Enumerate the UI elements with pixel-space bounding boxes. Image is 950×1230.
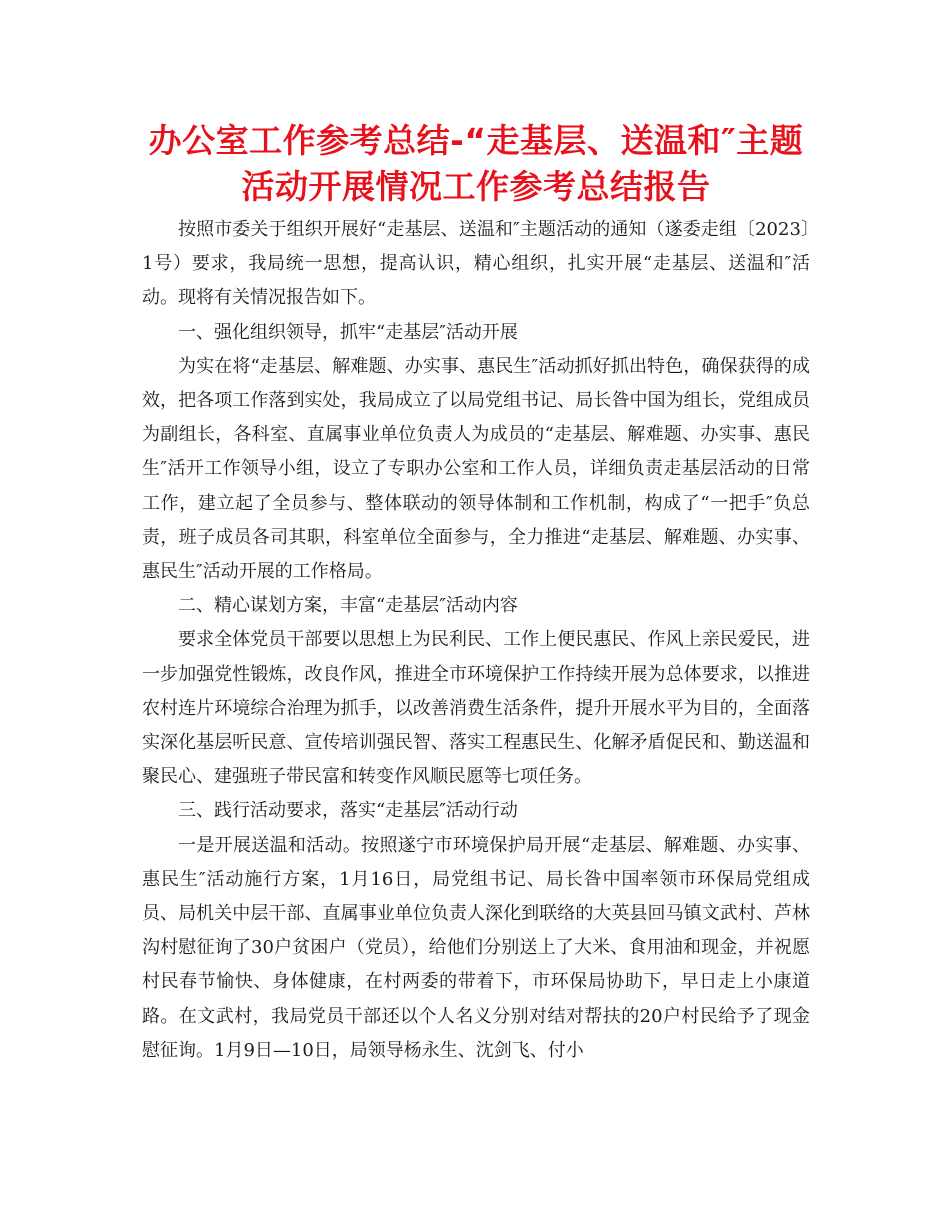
section-heading-2: 二、精心谋划方案，丰富“走基层″活动内容	[178, 595, 518, 617]
intro-paragraph: 按照市委关于组织开展好“走基层、送温和″主题活动的通知（遂委走组〔2023〕1号）要求，我局统一思想，提高认识，精心组织，扎实开展“走基层、送温和″活动。现将有关情况报告如下。	[142, 219, 810, 309]
body-paragraph: 要求全体党员干部要以思想上为民利民、工作上便民惠民、作风上亲民爱民，进一步加强党性锻炼，改良作风，推进全市环境保护工作持续开展为总体要求，以推进农村连片环境综合治理为抓手，以改善消费生活条件，提升开展水平为目的，全面落实深化基层听民意、宣传培训强民智、落实工程惠民生、化解矛盾促民和、勤送温和聚民心、建强班子带民富和转变作风顺民愿等七项任务。	[142, 629, 810, 788]
section-heading-1: 一、强化组织领导，抓牢“走基层″活动开展	[178, 321, 518, 343]
document-page	[142, 118, 810, 1068]
body-paragraph: 为实在将“走基层、解难题、办实事、惠民生″活动抓好抓出特色，确保获得的成效，把各项工作落到实处，我局成立了以局党组书记、局长昝中国为组长，党组成员为副组长，各科室、直属事业单位负责人为成员的“走基层、解难题、办实事、惠民生″活开工作领导小组，设立了专职办公室和工作人员，详细负责走基层活动的日常工作，建立起了全员参与、整体联动的领导体制和工作机制，构成了“一把手″负总责，班子成员各司其职，科室单位全面参与，全力推进“走基层、解难题、办实事、惠民生″活动开展的工作格局。	[142, 355, 810, 583]
section-heading-3: 三、践行活动要求，落实“走基层″活动行动	[178, 800, 518, 822]
body-paragraph: 一是开展送温和活动。按照遂宁市环境保护局开展“走基层、解难题、办实事、惠民生″活动施行方案，1月16日，局党组书记、局长昝中国率领市环保局党组成员、局机关中层干部、直属事业单位负责人深化到联络的大英县回马镇文武村、芦林沟村慰征询了30户贫困户（党员），给他们分别送上了大米、食用油和现金，并祝愿村民春节愉快、身体健康，在村两委的带着下，市环保局协助下，早日走上小康道路。在文武村，我局党员干部还以个人名义分别对结对帮扶的20户村民给予了现金慰征询。1月9日—10日，局领导杨永生、沈剑飞、付小	[142, 834, 810, 1061]
document-title: 办公室工作参考总结-“走基层、送温和″主题活动开展情况工作参考总结报告	[148, 121, 804, 206]
document-body	[142, 213, 810, 1068]
